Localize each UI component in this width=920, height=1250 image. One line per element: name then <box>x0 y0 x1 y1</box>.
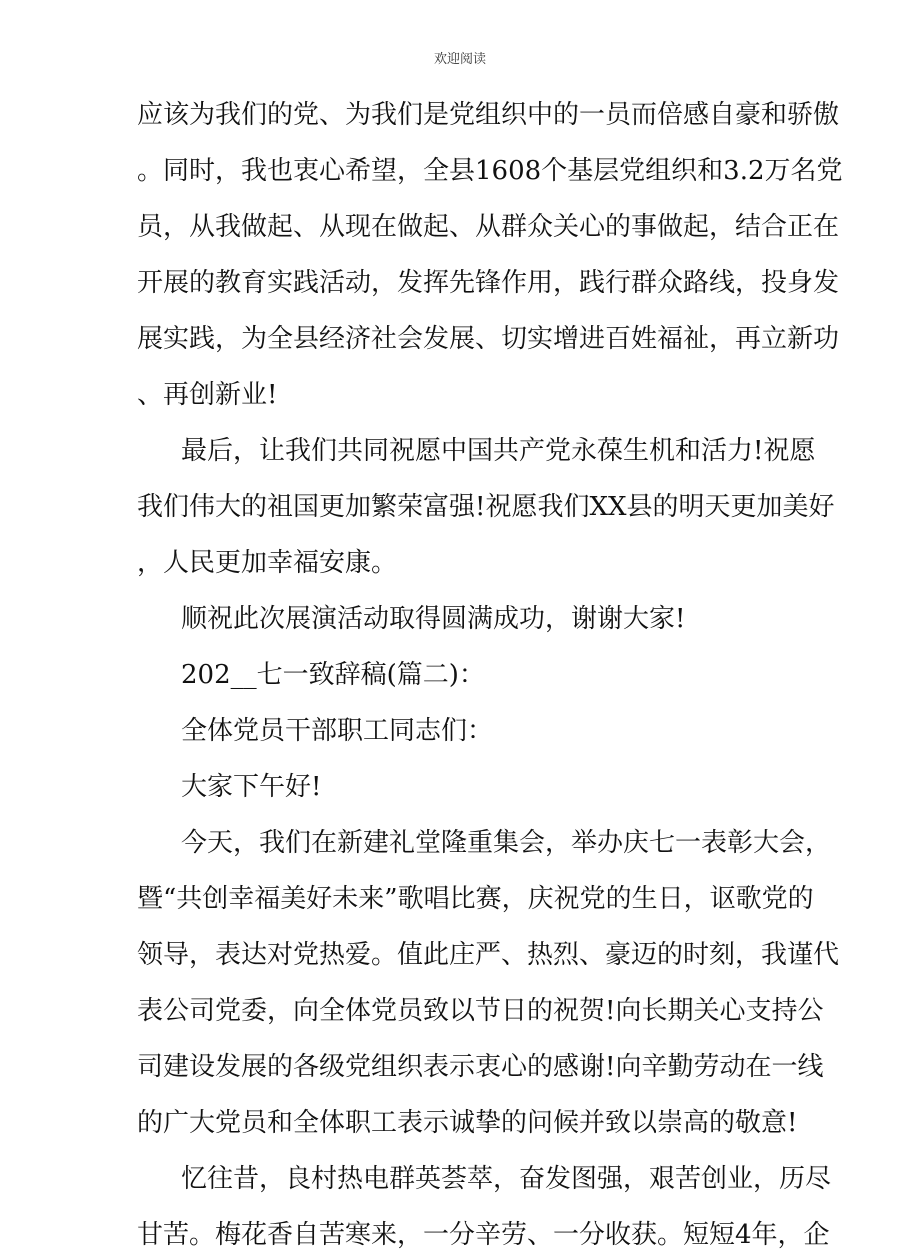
paragraph-first-line: 最后，让我们共同祝愿中国共产党永葆生机和活力!祝愿 <box>181 436 816 466</box>
text-line: 开展的教育实践活动，发挥先锋作用，践行群众路线，投身发 <box>137 268 840 298</box>
text-line: ，人民更加幸福安康。 <box>137 548 398 578</box>
page-header: 欢迎阅读 <box>433 52 486 67</box>
text-line: 甘苦。梅花香自苦寒来，一分辛劳、一分收获。短短4年，企 <box>137 1220 830 1250</box>
text-line: 员，从我做起、从现在做起、从群众关心的事做起，结合正在 <box>137 212 840 242</box>
text-line: 我们伟大的祖国更加繁荣富强!祝愿我们XX县的明天更加美好 <box>137 492 835 522</box>
text-line: 。同时，我也衷心希望，全县1608个基层党组织和3.2万名党 <box>137 156 843 186</box>
paragraph-first-line: 顺祝此次展演活动取得圆满成功，谢谢大家! <box>181 604 686 634</box>
salutation: 全体党员干部职工同志们： <box>181 716 494 746</box>
text-line: 司建设发展的各级党组织表示衷心的感谢!向辛勤劳动在一线 <box>137 1052 824 1082</box>
greeting: 大家下午好! <box>181 772 322 802</box>
text-line: 应该为我们的党、为我们是党组织中的一员而倍感自豪和骄傲 <box>137 100 840 130</box>
text-line: 、再创新业! <box>137 380 278 410</box>
paragraph-first-line: 忆往昔，良村热电群英荟萃，奋发图强，艰苦创业，历尽 <box>181 1164 832 1194</box>
paragraph-first-line: 今天，我们在新建礼堂隆重集会，举办庆七一表彰大会， <box>181 828 832 858</box>
text-line: 的广大党员和全体职工表示诚挚的问候并致以崇高的敬意! <box>137 1108 798 1138</box>
text-line: 表公司党委，向全体党员致以节日的祝贺!向长期关心支持公 <box>137 996 824 1026</box>
text-line: 展实践，为全县经济社会发展、切实增进百姓福祉，再立新功 <box>137 324 840 354</box>
text-line: 领导，表达对党热爱。值此庄严、热烈、豪迈的时刻，我谨代 <box>137 940 840 970</box>
section-heading: 202__七一致辞稿(篇二)： <box>181 660 485 690</box>
text-line: 暨“共创幸福美好未来”歌唱比赛，庆祝党的生日，讴歌党的 <box>137 884 814 914</box>
